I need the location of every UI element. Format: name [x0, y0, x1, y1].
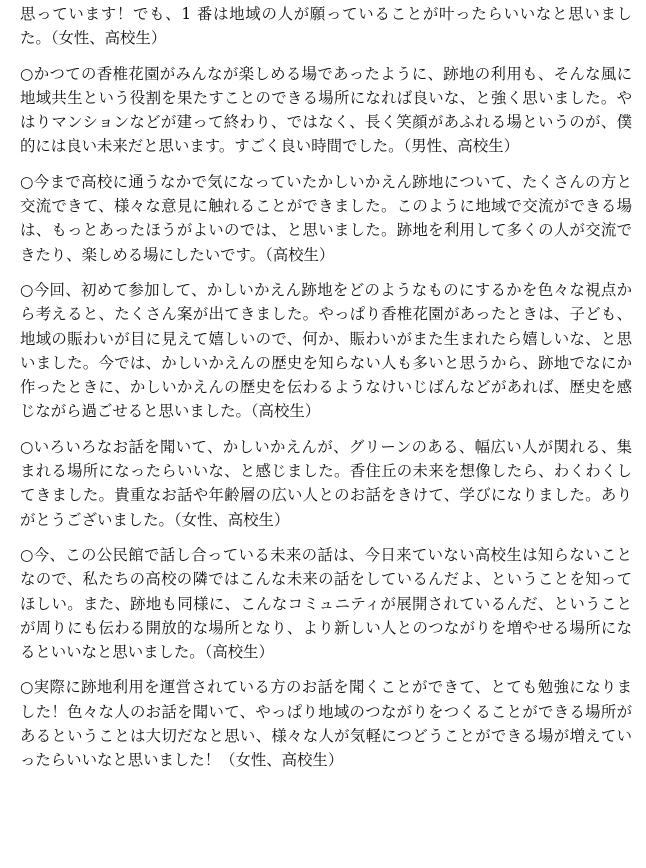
- comment-paragraph: ○今回、初めて参加して、かしいかえん跡地をどのようなものにするかを色々な視点から考えると、たくさん案が出てきました。やっぱり香椎花園があったときは、子ども、地域の賑わいが目に見えて嬉しいので、何か、賑わいがまた生まれたら嬉しいな、と思いました。今では、かしいかえんの歴史を知らない人も多いと思うから、跡地でなにか作ったときに、かしいかえんの歴史を伝わるようなけいじばんなどがあれば、歴史を感じながら過ごせると思いました。（高校生）: [20, 280, 632, 421]
- comment-paragraph: ○今まで高校に通うなかで気になっていたかしいかえん跡地について、たくさんの方と交流できて、様々な意見に触れることができました。このように地域で交流ができる場は、もっとあったほうがよいのでは、と思いました。跡地を利用して多くの人が交流できたり、楽しめる場にしたいです。（高校生）: [20, 172, 632, 264]
- comment-paragraph: ○いろいろなお話を聞いて、かしいかえんが、グリーンのある、幅広い人が関れる、集まれる場所になったらいいな、と感じました。香住丘の未来を想像したら、わくわくしてきました。貴重なお話や年齢層の広い人とのお話をきけて、学びになりました。ありがとうございました。（女性、高校生）: [20, 437, 632, 529]
- comment-paragraph: ○かつての香椎花園がみんなが楽しめる場であったように、跡地の利用も、そんな風に地域共生という役割を果たすことのできる場所になれば良いな、と強く思いました。やはりマンションなどが建って終わり、ではなく、長く笑顔があふれる場というのが、僕的には良い未来だと思います。すごく良い時間でした。（男性、高校生）: [20, 64, 632, 156]
- comment-paragraph: ○今、この公民館で話し合っている未来の話は、今日来ていない高校生は知らないことなので、私たちの高校の隣ではこんな未来の話をしているんだよ、ということを知ってほしい。また、跡地も同様に、こんなコミュニティが展開されているんだ、ということが周りにも伝わる開放的な場所となり、より新しい人とのつながりを増やせる場所になるといいなと思いました。（高校生）: [20, 545, 632, 662]
- comment-paragraph: 思っています！でも、1 番は地域の人が願っていることが叶ったらいいなと思いました。（女性、高校生）: [20, 5, 632, 48]
- document-page: [20, 2, 632, 784]
- comment-paragraph: ○実際に跡地利用を運営されている方のお話を聞くことができて、とても勉強になりました！色々な人のお話を聞いて、やっぱり地域のつながりをつくることができる場所があるということは大切だなと思い、様々な人が気軽につどうことができる場が増えていったらいいなと思いました！（女性、高校生）: [20, 678, 632, 770]
